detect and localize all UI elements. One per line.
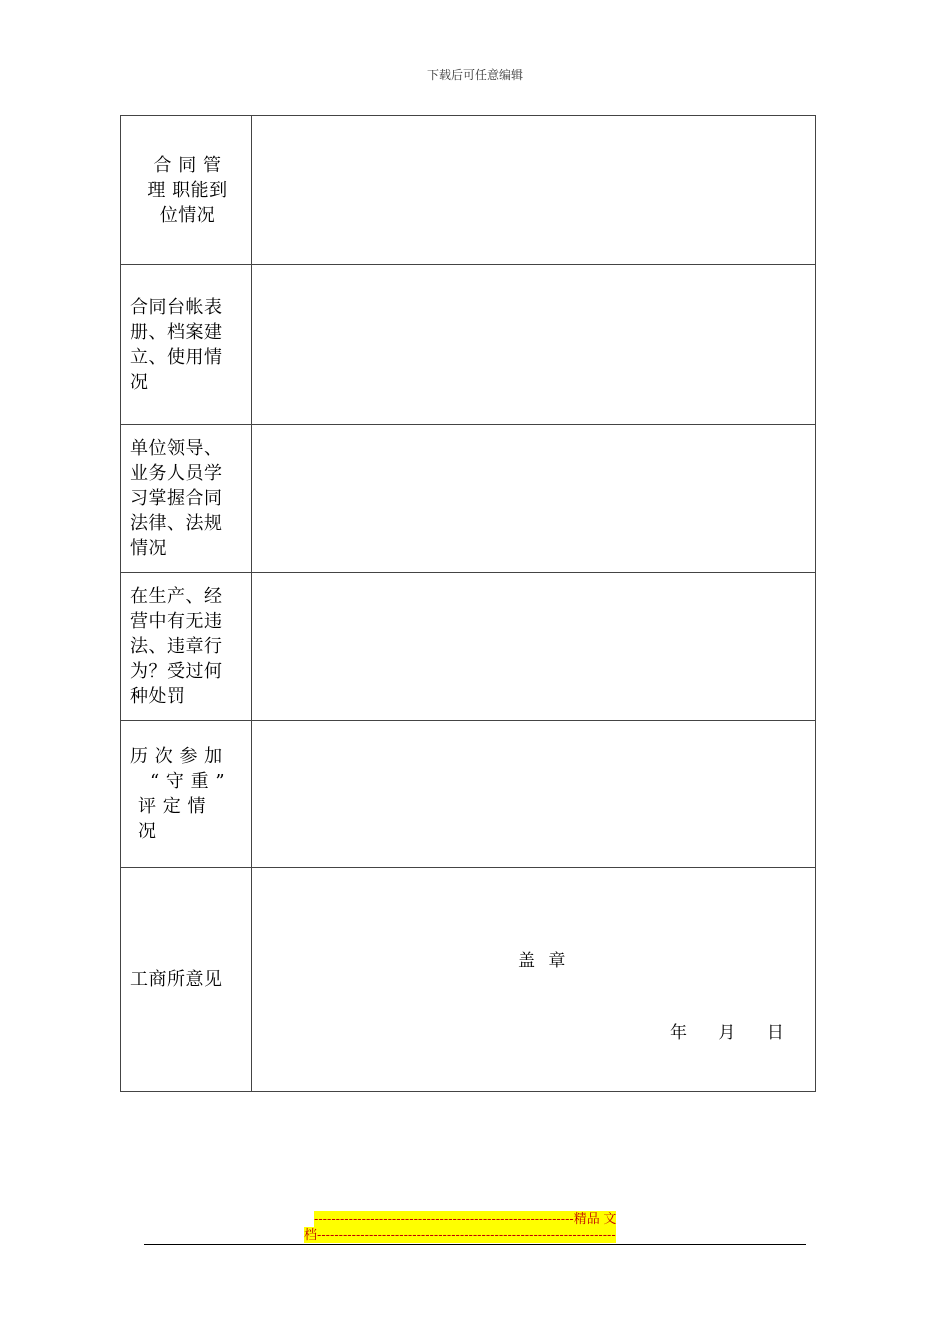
- footer-divider: [144, 1244, 806, 1245]
- footer-watermark-line1: ------------------------------------------------------------精品 文: [314, 1211, 617, 1226]
- date-year-label: 年: [670, 1023, 687, 1043]
- row-content-violations[interactable]: [252, 573, 816, 721]
- label-line: 位情况: [159, 204, 216, 226]
- page-header: 下载后可任意编辑: [426, 68, 523, 82]
- label-line: 评 定 情: [138, 796, 206, 817]
- row-content-contract-credit-rating[interactable]: [252, 721, 816, 868]
- row-label-ledger-archives: [121, 265, 252, 425]
- label-line: 营中有无违: [130, 611, 223, 632]
- row-label-legal-study: [121, 425, 252, 573]
- label-line: 习掌握合同: [130, 488, 223, 509]
- row-label-violations: [121, 573, 252, 721]
- label-line: 情况: [130, 538, 167, 559]
- row-content-contract-management[interactable]: [252, 116, 816, 265]
- label-line: 在生产、经: [130, 586, 223, 607]
- label-line: 况: [138, 821, 157, 842]
- label-line: 历 次 参 加: [130, 746, 223, 767]
- label-line: 况: [130, 371, 149, 393]
- date-line: [670, 1018, 800, 1043]
- table-row: [121, 868, 816, 1092]
- label-line: 法律、法规: [130, 513, 223, 534]
- row-content-aic-opinion[interactable]: [252, 868, 816, 1092]
- table-row: [121, 265, 816, 425]
- label-line: 工商所意见: [130, 969, 223, 990]
- seal-label: 盖 章: [518, 951, 570, 971]
- label-line: 合 同 管: [153, 154, 222, 176]
- label-line: 合同台帐表: [130, 296, 223, 318]
- label-line: 册、档案建: [130, 321, 223, 343]
- row-content-legal-study[interactable]: [252, 425, 816, 573]
- review-form-table: [120, 115, 816, 1092]
- label-line: 立、使用情: [130, 346, 223, 368]
- label-line: 种处罚: [130, 686, 186, 707]
- row-label-contract-credit-rating: [121, 721, 252, 868]
- label-line: 为？受过何: [130, 661, 223, 682]
- footer-watermark-line2: 档---------------------------------------------------------------------: [304, 1227, 616, 1242]
- row-label-aic-opinion: [121, 868, 252, 1092]
- label-line: “ 守 重 ”: [149, 771, 226, 792]
- date-day-label: 日: [766, 1023, 784, 1043]
- table-row: [121, 573, 816, 721]
- label-line: 业务人员学: [130, 463, 223, 484]
- date-month-label: 月: [718, 1023, 736, 1043]
- table-row: [121, 116, 816, 265]
- row-content-ledger-archives[interactable]: [252, 265, 816, 425]
- row-label-contract-management: [121, 116, 252, 265]
- label-line: 理 职能到: [147, 179, 228, 201]
- table-row: [121, 721, 816, 868]
- label-line: 单位领导、: [130, 438, 223, 459]
- label-line: 法、违章行: [130, 636, 223, 657]
- table-row: [121, 425, 816, 573]
